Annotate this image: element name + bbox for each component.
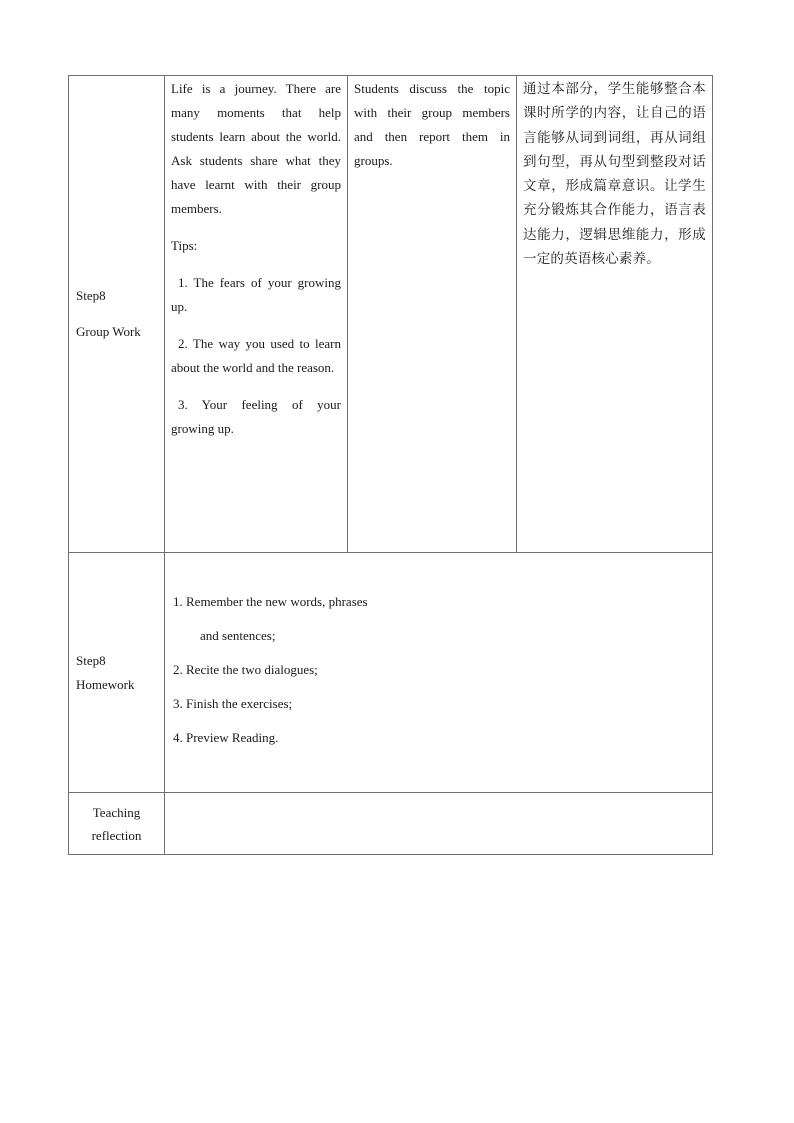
homework-item-1: 1. Remember the new words, phrases (173, 594, 368, 609)
homework-step-label: Step8 (76, 652, 106, 668)
reflection-content-cell (165, 793, 713, 855)
group-work-step-cell (69, 76, 165, 553)
tip-item-3: 3. Your feeling of your growing up. (171, 397, 341, 436)
reflection-row (69, 793, 713, 855)
homework-item-1-continued: and sentences; (200, 628, 276, 643)
reflection-label-cell (69, 793, 165, 855)
reflection-label-line2: reflection (91, 827, 142, 843)
homework-item-3: 3. Finish the exercises; (173, 696, 293, 711)
homework-item-4: 4. Preview Reading. (173, 730, 279, 745)
teacher-activity-cell (165, 76, 348, 553)
homework-row (69, 553, 713, 793)
student-activity-text: Students discuss the topic with their group members and then report them in groups. (354, 81, 510, 168)
tip-item-1: 1. The fears of your growing up. (171, 275, 341, 314)
design-intent-text: 通过本部分，学生能够整合本课时所学的内容，让自己的语言能够从词到词组，再从词组到句型，再从句型到整段对话文章，形成篇章意识。让学生充分锻炼其合作能力，语言表达能力，逻辑思维能力，形成一定的英语核心素养。 (523, 81, 706, 268)
group-work-step-label: Step8 (76, 288, 106, 303)
design-intent-cell (517, 76, 713, 553)
student-activity-cell (348, 76, 517, 553)
tips-label: Tips: (171, 238, 198, 253)
lesson-plan-table (68, 75, 713, 855)
homework-title: Homework (76, 676, 135, 692)
reflection-label-line1: Teaching (92, 804, 141, 820)
homework-list-cell (165, 553, 713, 793)
tip-item-2: 2. The way you used to learn about the world and the reason. (171, 336, 341, 375)
homework-step-cell (69, 553, 165, 793)
group-work-row (69, 76, 713, 553)
teacher-activity-text: Life is a journey. There are many moments that help students learn about the world. Ask students share what they have learnt with their group members. (171, 81, 341, 216)
homework-item-2: 2. Recite the two dialogues; (173, 662, 318, 677)
group-work-title: Group Work (76, 324, 141, 339)
